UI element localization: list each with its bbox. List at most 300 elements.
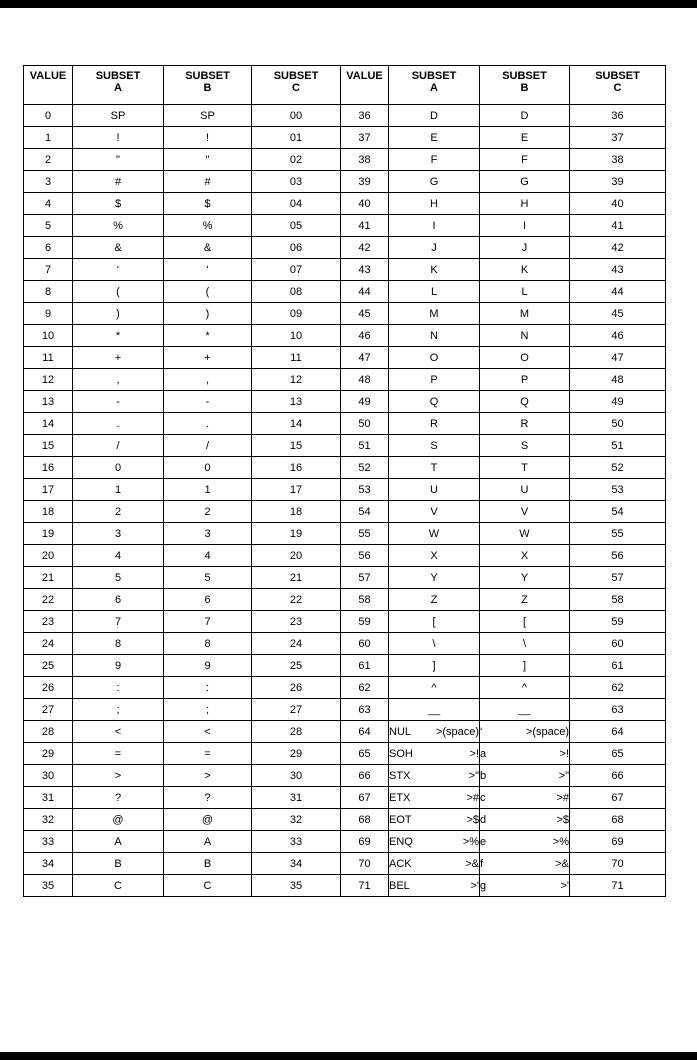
subset-c-cell: 11 (252, 347, 341, 369)
value-cell: 53 (341, 479, 389, 501)
subset-b-cell: \ (480, 633, 570, 655)
value-cell: 55 (341, 523, 389, 545)
subset-b-cell: < (164, 721, 252, 743)
subset-b-cell: G (480, 171, 570, 193)
table-row (24, 435, 666, 457)
subset-b-cell: 1 (164, 479, 252, 501)
subset-b-cell: I (480, 215, 570, 237)
table-row (24, 281, 666, 303)
table-row (24, 347, 666, 369)
table-row (24, 743, 666, 765)
subset-b-cell: F (480, 149, 570, 171)
escape-sequence: >$ (466, 813, 479, 826)
header-row (24, 66, 666, 105)
subset-a-cell: # (73, 171, 164, 193)
subset-a-cell: * (73, 325, 164, 347)
value-cell: 12 (24, 369, 73, 391)
subset-c-cell: 04 (252, 193, 341, 215)
subset-c-cell: 59 (570, 611, 666, 633)
subset-b-cell: 8 (164, 633, 252, 655)
subset-b-cell (480, 743, 570, 765)
table-row (24, 655, 666, 677)
subset-a-cell: , (73, 369, 164, 391)
value-cell: 25 (24, 655, 73, 677)
subset-b-cell: / (164, 435, 252, 457)
subset-a-cell (389, 853, 480, 875)
subset-c-cell: 31 (252, 787, 341, 809)
subset-b-cell: SP (164, 105, 252, 127)
subset-b-cell: ) (164, 303, 252, 325)
column-header (164, 66, 252, 105)
subset-c-cell: 33 (252, 831, 341, 853)
subset-c-cell: 15 (252, 435, 341, 457)
subset-c-cell: 67 (570, 787, 666, 809)
table-row (24, 523, 666, 545)
subset-c-cell: 50 (570, 413, 666, 435)
subset-b-cell (480, 765, 570, 787)
subset-c-cell: 55 (570, 523, 666, 545)
value-cell: 38 (341, 149, 389, 171)
subset-c-cell: 49 (570, 391, 666, 413)
table-row (24, 831, 666, 853)
table-row (24, 721, 666, 743)
subset-c-cell: 54 (570, 501, 666, 523)
subset-c-cell: 06 (252, 237, 341, 259)
subset-b-cell: & (164, 237, 252, 259)
subset-b-cell: 0 (164, 457, 252, 479)
subset-c-cell: 47 (570, 347, 666, 369)
subset-c-cell: 08 (252, 281, 341, 303)
subset-b-cell: 6 (164, 589, 252, 611)
escape-sequence: >& (465, 857, 479, 870)
value-cell: 43 (341, 259, 389, 281)
subset-b-cell: W (480, 523, 570, 545)
subset-a-cell: I (389, 215, 480, 237)
subset-a-cell: 2 (73, 501, 164, 523)
column-header (73, 66, 164, 105)
table-row (24, 611, 666, 633)
table-row (24, 413, 666, 435)
table-row (24, 193, 666, 215)
subset-b-cell: ‘ (164, 259, 252, 281)
subset-b-cell: Z (480, 589, 570, 611)
column-header (252, 66, 341, 105)
control-code: NUL (389, 725, 412, 738)
subset-c-cell: 23 (252, 611, 341, 633)
subset-c-cell: 10 (252, 325, 341, 347)
table-row (24, 391, 666, 413)
value-cell: 18 (24, 501, 73, 523)
column-header (480, 66, 570, 105)
subset-a-cell: T (389, 457, 480, 479)
subset-b-cell: 5 (164, 567, 252, 589)
subset-b-cell: 3 (164, 523, 252, 545)
code-table (23, 65, 666, 897)
subset-c-cell: 52 (570, 457, 666, 479)
column-header-line1: VALUE (346, 70, 383, 82)
value-cell: 42 (341, 237, 389, 259)
control-code: f (480, 857, 484, 870)
subset-c-cell: 21 (252, 567, 341, 589)
subset-b-cell: $ (164, 193, 252, 215)
subset-c-cell: 44 (570, 281, 666, 303)
subset-a-cell: = (73, 743, 164, 765)
subset-c-cell: 17 (252, 479, 341, 501)
subset-b-cell: ] (480, 655, 570, 677)
table-row (24, 787, 666, 809)
value-cell: 40 (341, 193, 389, 215)
subset-a-cell: . (73, 413, 164, 435)
value-cell: 63 (341, 699, 389, 721)
table-row (24, 809, 666, 831)
subset-b-cell: + (164, 347, 252, 369)
value-cell: 16 (24, 457, 73, 479)
subset-b-cell: @ (164, 809, 252, 831)
subset-a-cell (389, 743, 480, 765)
value-cell: 10 (24, 325, 73, 347)
subset-a-cell: ) (73, 303, 164, 325)
escape-sequence: >! (559, 747, 569, 760)
subset-c-cell: 18 (252, 501, 341, 523)
subset-c-cell: 20 (252, 545, 341, 567)
subset-b-cell: J (480, 237, 570, 259)
subset-c-cell: 48 (570, 369, 666, 391)
control-code: c (480, 791, 486, 804)
value-cell: 58 (341, 589, 389, 611)
subset-c-cell: 60 (570, 633, 666, 655)
table-row (24, 479, 666, 501)
value-cell: 71 (341, 875, 389, 897)
subset-c-cell: 00 (252, 105, 341, 127)
subset-a-cell: % (73, 215, 164, 237)
subset-a-cell: < (73, 721, 164, 743)
table-row (24, 369, 666, 391)
subset-a-cell: Q (389, 391, 480, 413)
subset-a-cell: P (389, 369, 480, 391)
control-code: a (480, 747, 487, 760)
value-cell: 29 (24, 743, 73, 765)
table-row (24, 567, 666, 589)
subset-a-cell: + (73, 347, 164, 369)
subset-b-cell (480, 853, 570, 875)
subset-c-cell: 62 (570, 677, 666, 699)
subset-b-cell (480, 831, 570, 853)
escape-sequence: >! (469, 747, 479, 760)
subset-a-cell: W (389, 523, 480, 545)
value-cell: 45 (341, 303, 389, 325)
value-cell: 50 (341, 413, 389, 435)
value-cell: 0 (24, 105, 73, 127)
subset-b-cell: " (164, 149, 252, 171)
value-cell: 1 (24, 127, 73, 149)
value-cell: 6 (24, 237, 73, 259)
subset-b-cell: L (480, 281, 570, 303)
subset-b-cell: Y (480, 567, 570, 589)
subset-c-cell: 32 (252, 809, 341, 831)
subset-a-cell: ! (73, 127, 164, 149)
subset-c-cell: 29 (252, 743, 341, 765)
value-cell: 44 (341, 281, 389, 303)
escape-sequence: >" (468, 769, 479, 782)
subset-a-cell: \ (389, 633, 480, 655)
subset-c-cell: 37 (570, 127, 666, 149)
subset-a-cell: / (73, 435, 164, 457)
subset-a-cell: C (73, 875, 164, 897)
subset-a-cell: V (389, 501, 480, 523)
subset-c-cell: 68 (570, 809, 666, 831)
value-cell: 13 (24, 391, 73, 413)
subset-b-cell (480, 721, 570, 743)
subset-b-cell: 2 (164, 501, 252, 523)
subset-c-cell: 51 (570, 435, 666, 457)
subset-b-cell: __ (480, 699, 570, 721)
subset-a-cell: Z (389, 589, 480, 611)
value-cell: 3 (24, 171, 73, 193)
table-row (24, 853, 666, 875)
escape-sequence: >% (462, 835, 479, 848)
subset-a-cell: > (73, 765, 164, 787)
table-row (24, 237, 666, 259)
bottom-rule (0, 1052, 697, 1060)
subset-b-cell: % (164, 215, 252, 237)
escape-sequence: >(space) (435, 725, 479, 738)
value-cell: 39 (341, 171, 389, 193)
subset-c-cell: 39 (570, 171, 666, 193)
subset-b-cell (480, 875, 570, 897)
column-header-line2: C (292, 82, 300, 94)
subset-c-cell: 63 (570, 699, 666, 721)
subset-a-cell (389, 809, 480, 831)
value-cell: 59 (341, 611, 389, 633)
value-cell: 26 (24, 677, 73, 699)
subset-b-cell: : (164, 677, 252, 699)
subset-a-cell (389, 875, 480, 897)
subset-a-cell: F (389, 149, 480, 171)
subset-c-cell: 14 (252, 413, 341, 435)
subset-c-cell: 25 (252, 655, 341, 677)
subset-a-cell: R (389, 413, 480, 435)
value-cell: 30 (24, 765, 73, 787)
subset-b-cell: H (480, 193, 570, 215)
control-code: e (480, 835, 487, 848)
subset-a-cell: SP (73, 105, 164, 127)
subset-a-cell: 0 (73, 457, 164, 479)
value-cell: 8 (24, 281, 73, 303)
subset-b-cell: ^ (480, 677, 570, 699)
value-cell: 70 (341, 853, 389, 875)
control-code: STX (389, 769, 411, 782)
subset-c-cell: 27 (252, 699, 341, 721)
control-code: ENQ (389, 835, 413, 848)
escape-sequence: >& (555, 857, 569, 870)
subset-b-cell: A (164, 831, 252, 853)
value-cell: 60 (341, 633, 389, 655)
subset-a-cell: $ (73, 193, 164, 215)
control-code: BEL (389, 879, 410, 892)
subset-a-cell: " (73, 149, 164, 171)
subset-c-cell: 13 (252, 391, 341, 413)
value-cell: 28 (24, 721, 73, 743)
subset-a-cell: ? (73, 787, 164, 809)
subset-b-cell: N (480, 325, 570, 347)
subset-b-cell: M (480, 303, 570, 325)
subset-c-cell: 71 (570, 875, 666, 897)
value-cell: 37 (341, 127, 389, 149)
subset-b-cell: . (164, 413, 252, 435)
column-header (24, 66, 73, 105)
subset-c-cell: 56 (570, 545, 666, 567)
subset-a-cell (389, 765, 480, 787)
control-code: ETX (389, 791, 411, 804)
subset-a-cell: 4 (73, 545, 164, 567)
subset-c-cell: 43 (570, 259, 666, 281)
subset-b-cell: ? (164, 787, 252, 809)
subset-b-cell: B (164, 853, 252, 875)
subset-c-cell: 58 (570, 589, 666, 611)
value-cell: 34 (24, 853, 73, 875)
value-cell: 41 (341, 215, 389, 237)
subset-b-cell: 7 (164, 611, 252, 633)
column-header-line2: B (520, 82, 529, 94)
column-header-line1: SUBSET (185, 70, 230, 82)
subset-a-cell: [ (389, 611, 480, 633)
top-rule (0, 0, 697, 8)
column-header-line2: C (613, 82, 622, 94)
subset-a-cell (389, 721, 483, 743)
subset-c-cell: 01 (252, 127, 341, 149)
subset-a-cell: U (389, 479, 480, 501)
subset-c-cell: 38 (570, 149, 666, 171)
subset-b-cell (480, 787, 570, 809)
subset-a-cell: Y (389, 567, 480, 589)
subset-a-cell: __ (389, 699, 480, 721)
subset-b-cell: 4 (164, 545, 252, 567)
value-cell: 47 (341, 347, 389, 369)
subset-a-cell: 1 (73, 479, 164, 501)
subset-b-cell: T (480, 457, 570, 479)
subset-c-cell: 40 (570, 193, 666, 215)
escape-sequence: ># (556, 791, 569, 804)
value-cell: 49 (341, 391, 389, 413)
subset-c-cell: 28 (252, 721, 341, 743)
table-row (24, 589, 666, 611)
subset-a-cell: S (389, 435, 480, 457)
subset-b-cell: [ (480, 611, 570, 633)
subset-b-cell: U (480, 479, 570, 501)
subset-c-cell: 02 (252, 149, 341, 171)
table-row (24, 303, 666, 325)
value-cell: 15 (24, 435, 73, 457)
subset-b-cell: ; (164, 699, 252, 721)
subset-c-cell: 53 (570, 479, 666, 501)
subset-a-cell: 5 (73, 567, 164, 589)
value-cell: 52 (341, 457, 389, 479)
subset-c-cell: 69 (570, 831, 666, 853)
control-code: b (480, 769, 487, 782)
subset-b-cell: C (164, 875, 252, 897)
value-cell: 21 (24, 567, 73, 589)
value-cell: 2 (24, 149, 73, 171)
control-code: ACK (389, 857, 412, 870)
table-row (24, 127, 666, 149)
column-header-line1: SUBSET (411, 70, 457, 82)
column-header-line1: SUBSET (273, 70, 319, 82)
subset-a-cell: ‘ (73, 259, 164, 281)
subset-b-cell: 9 (164, 655, 252, 677)
subset-b-cell: = (164, 743, 252, 765)
subset-a-cell: 8 (73, 633, 164, 655)
subset-a-cell: 9 (73, 655, 164, 677)
table-body (24, 105, 666, 897)
value-cell: 23 (24, 611, 73, 633)
escape-sequence: >' (560, 879, 569, 892)
subset-c-cell: 19 (252, 523, 341, 545)
subset-c-cell: 41 (570, 215, 666, 237)
subset-b-cell: P (480, 369, 570, 391)
table-row (24, 171, 666, 193)
value-cell: 62 (341, 677, 389, 699)
value-cell: 65 (341, 743, 389, 765)
column-header-line2: A (114, 82, 122, 94)
subset-b-cell: R (480, 413, 570, 435)
table-row (24, 149, 666, 171)
subset-b-cell: Q (480, 391, 570, 413)
subset-b-cell: * (164, 325, 252, 347)
value-cell: 31 (24, 787, 73, 809)
value-cell: 20 (24, 545, 73, 567)
subset-a-cell: 7 (73, 611, 164, 633)
subset-c-cell: 34 (252, 853, 341, 875)
subset-a-cell: @ (73, 809, 164, 831)
value-cell: 61 (341, 655, 389, 677)
table-row (24, 875, 666, 897)
control-code: EOT (389, 813, 412, 826)
subset-c-cell: 45 (570, 303, 666, 325)
table-row (24, 457, 666, 479)
subset-a-cell: : (73, 677, 164, 699)
subset-a-cell: 6 (73, 589, 164, 611)
subset-b-cell: O (480, 347, 570, 369)
subset-a-cell: J (389, 237, 480, 259)
subset-a-cell: - (73, 391, 164, 413)
subset-a-cell (389, 787, 480, 809)
column-header-line2: B (203, 82, 212, 94)
value-cell: 24 (24, 633, 73, 655)
value-cell: 27 (24, 699, 73, 721)
subset-a-cell: ; (73, 699, 164, 721)
subset-b-cell: X (480, 545, 570, 567)
control-code: SOH (389, 747, 413, 760)
table-row (24, 633, 666, 655)
value-cell: 64 (341, 721, 389, 743)
value-cell: 11 (24, 347, 73, 369)
subset-a-cell: ] (389, 655, 480, 677)
subset-c-cell: 24 (252, 633, 341, 655)
column-header (389, 66, 480, 105)
subset-c-cell: 65 (570, 743, 666, 765)
table-row (24, 545, 666, 567)
value-cell: 35 (24, 875, 73, 897)
column-header (341, 66, 389, 105)
table-row (24, 259, 666, 281)
subset-c-cell: 12 (252, 369, 341, 391)
value-cell: 57 (341, 567, 389, 589)
value-cell: 17 (24, 479, 73, 501)
subset-a-cell: K (389, 259, 480, 281)
value-cell: 54 (341, 501, 389, 523)
value-cell: 46 (341, 325, 389, 347)
subset-b-cell: V (480, 501, 570, 523)
